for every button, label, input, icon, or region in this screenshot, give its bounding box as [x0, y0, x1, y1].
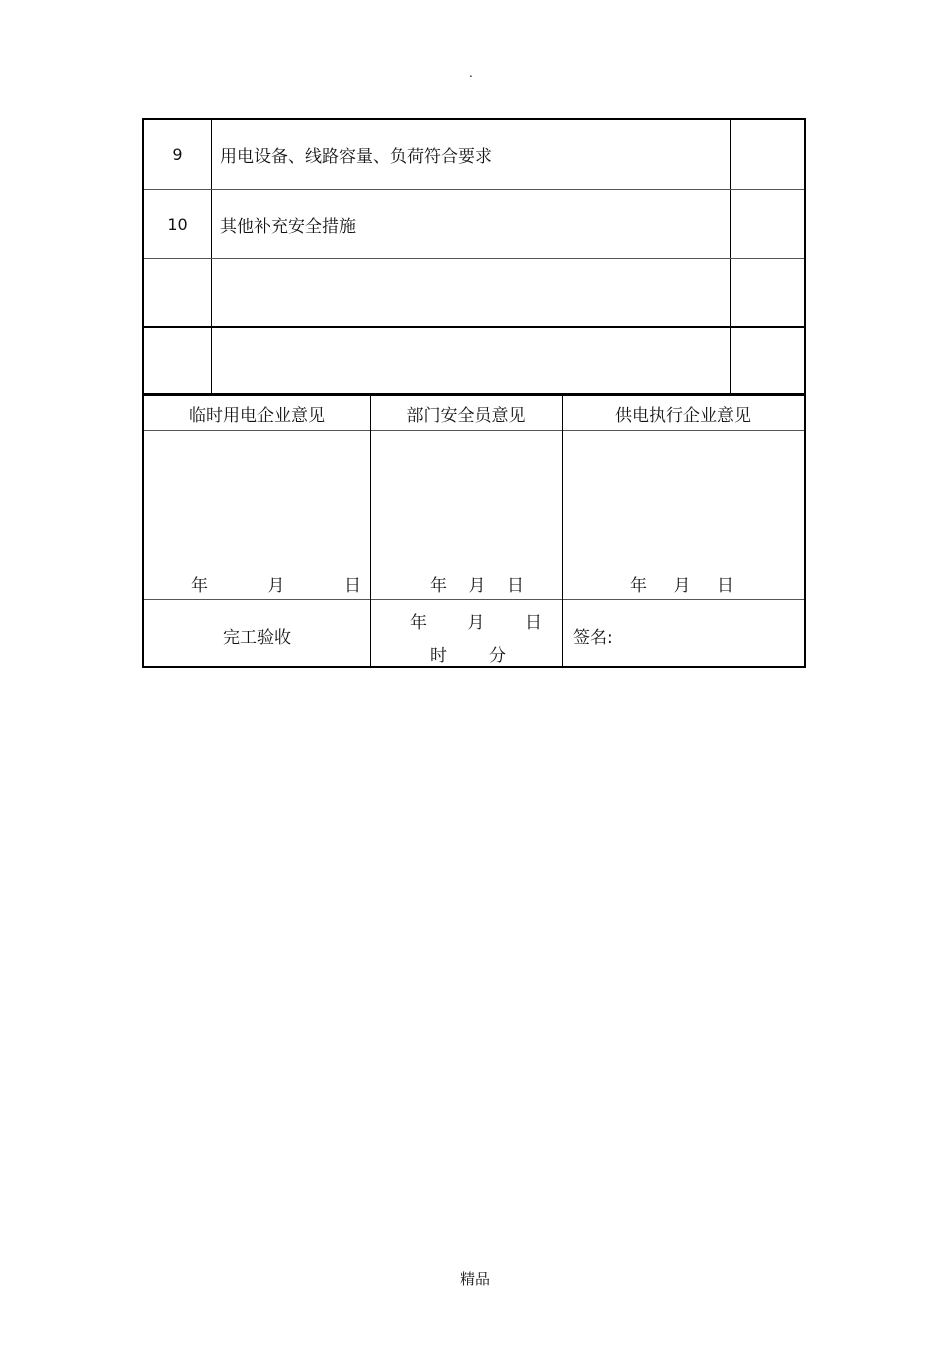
row-check-cell[interactable]	[731, 120, 804, 189]
date-line-safety-officer	[430, 571, 524, 596]
month-label: 月	[673, 576, 691, 596]
hour-label: 时	[430, 646, 447, 666]
row-item: 其他补充安全措施	[212, 190, 731, 258]
signature-field[interactable]	[624, 604, 800, 660]
table-row	[144, 190, 804, 259]
minute-label: 分	[489, 646, 506, 666]
row-item[interactable]	[212, 328, 731, 393]
row-check-cell[interactable]	[731, 259, 804, 326]
day-label: 日	[525, 613, 542, 633]
row-number: 9	[144, 120, 212, 189]
table-row	[144, 120, 804, 190]
page-header-mark: .	[469, 66, 473, 80]
month-label: 月	[468, 576, 486, 596]
year-label: 年	[191, 576, 208, 596]
divider	[144, 599, 804, 600]
day-label: 日	[717, 576, 734, 596]
completion-label: 完工验收	[223, 628, 291, 648]
row-number: 10	[144, 190, 212, 258]
row-item: 用电设备、线路容量、负荷符合要求	[212, 120, 731, 189]
row-number	[144, 328, 212, 393]
table-row	[144, 259, 804, 328]
date-line-enterprise	[191, 571, 361, 596]
approval-table	[142, 394, 806, 668]
date-line-power-supplier	[630, 571, 734, 596]
year-label: 年	[410, 613, 427, 633]
year-label: 年	[630, 576, 647, 596]
signature-label: 签名:	[573, 628, 613, 648]
day-label: 日	[507, 576, 524, 596]
completion-time-line	[430, 641, 506, 666]
opinion-header-safety-officer: 部门安全员意见	[406, 406, 526, 426]
checklist-table	[142, 118, 806, 395]
day-label: 日	[344, 576, 361, 596]
row-check-cell[interactable]	[731, 328, 804, 393]
month-label: 月	[467, 613, 485, 633]
opinion-header-power-supplier: 供电执行企业意见	[615, 406, 751, 426]
opinion-header-enterprise: 临时用电企业意见	[189, 406, 325, 426]
completion-date-line	[410, 608, 542, 633]
table-row	[144, 328, 804, 393]
page-footer: 精品	[459, 1270, 490, 1288]
row-check-cell[interactable]	[731, 190, 804, 258]
divider	[144, 394, 804, 396]
row-item[interactable]	[212, 259, 731, 326]
month-label: 月	[267, 576, 285, 596]
row-number	[144, 259, 212, 326]
year-label: 年	[430, 576, 447, 596]
